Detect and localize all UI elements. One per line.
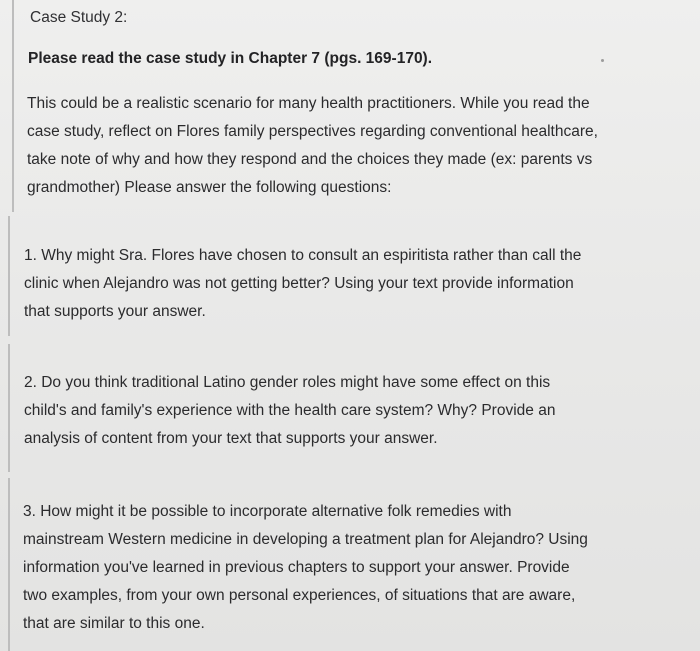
question-line: 3. How might it be possible to incorporate alternative folk remedies with: [23, 503, 512, 520]
question-line: that supports your answer.: [24, 303, 206, 320]
question-line: two examples, from your own personal experiences, of situations that are aware,: [23, 587, 576, 604]
question-line: 2. Do you think traditional Latino gender roles might have some effect on this: [24, 374, 551, 391]
question-line: information you've learned in previous chapters to support your answer. Provide: [23, 559, 570, 576]
question-line: mainstream Western medicine in developing a treatment plan for Alejandro? Using: [23, 531, 588, 548]
intro-line: grandmother) Please answer the following questions:: [27, 179, 392, 196]
intro-paragraph: [27, 90, 667, 202]
intro-line: This could be a realistic scenario for many health practitioners. While you read the: [27, 95, 590, 112]
question-line: clinic when Alejandro was not getting better? Using your text provide information: [24, 275, 574, 292]
question-line: child's and family's experience with the health care system? Why? Provide an: [24, 402, 556, 419]
question-line: 1. Why might Sra. Flores have chosen to consult an espiritista rather than call the: [24, 247, 582, 264]
question-2: [24, 369, 555, 453]
question-line: that are similar to this one.: [23, 615, 205, 632]
question-line: analysis of content from your text that supports your answer.: [24, 430, 438, 447]
intro-line: take note of why and how they respond and the choices they made (ex: parents vs: [27, 151, 593, 168]
case-study-title: Case Study 2:: [30, 9, 128, 26]
question-1: [24, 242, 581, 326]
reading-instructions: Please read the case study in Chapter 7 (pgs. 169-170).: [28, 50, 433, 67]
speck-mark: [601, 59, 604, 62]
intro-line: case study, reflect on Flores family perspectives regarding conventional healthcare,: [27, 123, 598, 140]
question-3: [23, 498, 588, 638]
